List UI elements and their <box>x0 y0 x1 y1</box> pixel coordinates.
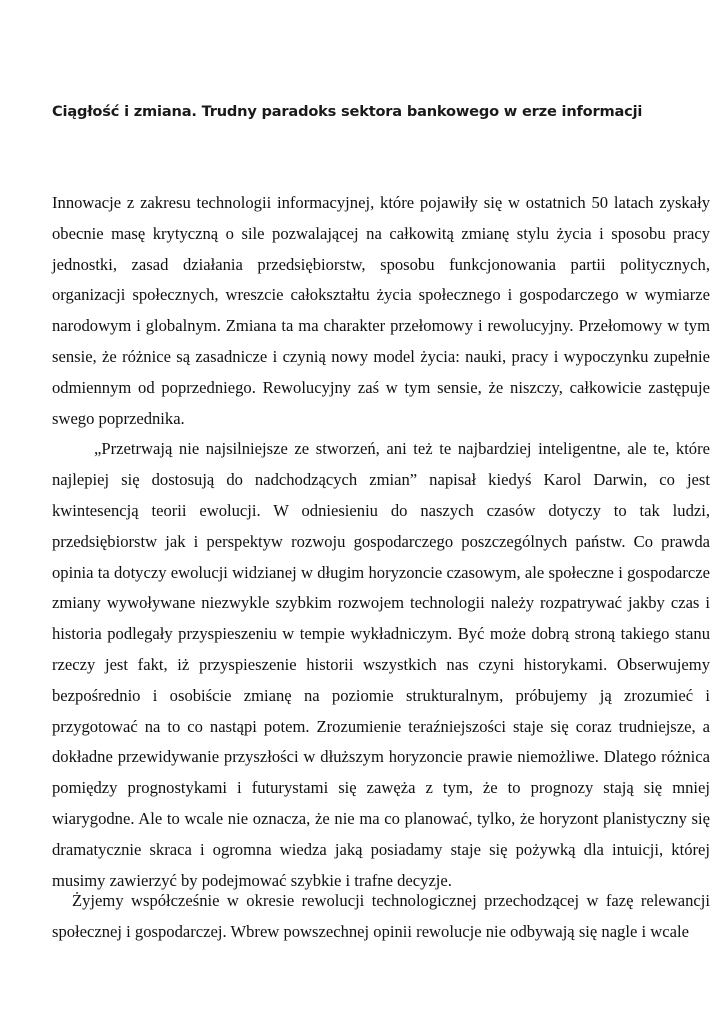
body-text-block <box>52 188 710 896</box>
body-text-block-continued <box>52 886 710 948</box>
paragraph-1: Innowacje z zakresu technologii informacyjnej, które pojawiły się w ostatnich 50 latach zyskały obecnie masę krytyczną o sile pozwalającej na całkowitą zmianę stylu życia i sposobu pracy jednostki, zasad działania przedsiębiorstw, sposobu funkcjonowania partii politycznych, organizacji społecznych, wreszcie całokształtu życia społecznego i gospodarczego w wymiarze narodowym i globalnym. Zmiana ta ma charakter przełomowy i rewolucyjny. Przełomowy w tym sensie, że różnice są zasadnicze i czynią nowy model życia: nauki, pracy i wypoczynku zupełnie odmiennym od poprzedniego. Rewolucyjny zaś w tym sensie, że niszczy, całkowicie zastępuje swego poprzednika. <box>52 193 710 428</box>
paragraph-2: „Przetrwają nie najsilniejsze ze stworzeń, ani też te najbardziej inteligentne, ale te, które najlepiej się dostosują do nadchodzących zmian” napisał kiedyś Karol Darwin, co jest kwintesencją teorii ewolucji. W odniesieniu do naszych czasów dotyczy to tak ludzi, przedsiębiorstw jak i perspektyw rozwoju gospodarczego poszczególnych państw. Co prawda opinia ta dotyczy ewolucji widzianej w długim horyzoncie czasowym, ale społeczne i gospodarcze zmiany wywoływane niezwykle szybkim rozwojem technologii należy rozpatrywać jakby czas i historia podlegały przyspieszeniu w tempie wykładniczym. Być może dobrą stroną takiego stanu rzeczy jest fakt, iż przyspieszenie historii wszystkich nas czyni historykami. Obserwujemy bezpośrednio i osobiście zmianę na poziomie strukturalnym, próbujemy ją zrozumieć i przygotować na to co nastąpi potem. Zrozumienie teraźniejszości staje się coraz trudniejsze, a dokładne przewidywanie przyszłości w dłuższym horyzoncie prawie niemożliwe. Dlatego różnica pomiędzy prognostykami i futurystami się zawęża z tym, że to prognozy stają się mniej wiarygodne. Ale to wcale nie oznacza, że nie ma co planować, tylko, że horyzont planistyczny się dramatycznie skraca i ogromna wiedza jaką posiadamy staje się pożywką dla intuicji, której musimy zawierzyć by podejmować szybkie i trafne decyzje. <box>52 439 710 890</box>
document-title: Ciągłość i zmiana. Trudny paradoks sektora bankowego w erze informacji <box>52 103 643 120</box>
paragraph-3: Żyjemy współcześnie w okresie rewolucji technologicznej przechodzącej w fazę relewancji społecznej i gospodarczej. Wbrew powszechnej opinii rewolucje nie odbywają się nagle i wcale <box>52 891 710 941</box>
